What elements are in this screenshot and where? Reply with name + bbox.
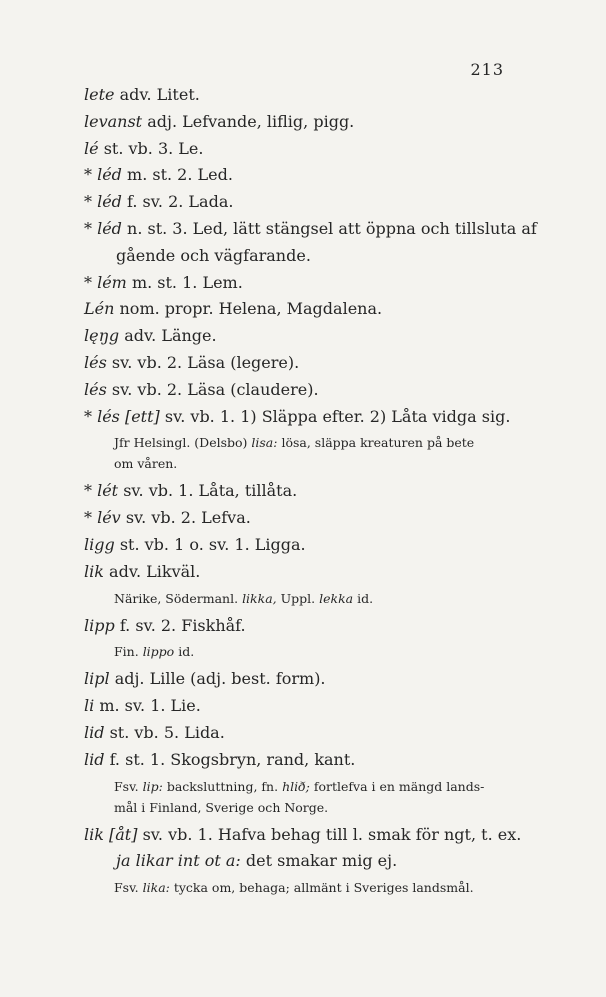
definition: adv. Likväl. xyxy=(109,561,201,581)
definition: adv. Länge. xyxy=(124,326,217,346)
entry-led-n xyxy=(84,216,546,243)
note-text: Jfr Helsingl. (Delsbo) xyxy=(114,435,248,451)
entry-lid-f xyxy=(84,747,546,774)
definition: m. st. 1. Lem. xyxy=(131,272,243,292)
definition: n. st. 3. Led, lätt stängsel att öppna och tillsluta af xyxy=(127,218,537,238)
headword: Lén xyxy=(84,299,115,319)
definition: f. sv. 2. Fiskhåf. xyxy=(119,615,246,635)
note-cited-form: lip: xyxy=(142,778,163,794)
note-cited-form: lisa: xyxy=(251,435,278,451)
note-text: lösa, släppa kreaturen på bete xyxy=(281,435,475,451)
headword: * lév xyxy=(84,508,121,528)
headword: lik [åt] xyxy=(84,824,138,844)
note-text: mål i Finland, Sverige och Norge. xyxy=(114,799,329,815)
headword: lipp xyxy=(84,615,115,635)
definition: sv. vb. 1. 1) Släppa efter. 2) Låta vidga sig. xyxy=(164,406,511,426)
entry-li xyxy=(84,693,546,720)
headword: levanst xyxy=(84,111,143,131)
definition: st. vb. 5. Lida. xyxy=(109,722,225,742)
entry-lid-vb xyxy=(84,720,546,747)
entry-example xyxy=(84,848,546,875)
note-text: id. xyxy=(178,644,195,660)
definition: sv. vb. 2. Lefva. xyxy=(125,508,251,528)
headword: lęŋg xyxy=(84,326,120,346)
definition: adj. Lefvande, liflig, pigg. xyxy=(147,111,355,131)
note-text: fortlefva i en mängd lands- xyxy=(313,778,485,794)
note-cited-form: hlið; xyxy=(282,778,310,794)
headword: * lém xyxy=(84,272,127,292)
note-text: tycka om, behaga; allmänt i Sveriges landsmål. xyxy=(173,880,474,896)
note-cited-form: likka, xyxy=(242,590,277,606)
entry-le xyxy=(84,136,546,163)
note-text: Fin. xyxy=(114,644,139,660)
entry-levanst xyxy=(84,109,546,136)
etymology-note xyxy=(84,432,546,474)
page-number: 213 xyxy=(470,60,504,79)
note-text: Närike, Södermanl. xyxy=(114,590,239,606)
entry-led-m xyxy=(84,162,546,189)
entry-les-ett xyxy=(84,404,546,431)
definition: st. vb. 1 o. sv. 1. Ligga. xyxy=(119,534,306,554)
headword: lés xyxy=(84,379,107,399)
headword: lés xyxy=(84,352,107,372)
entry-continuation: gående och vägfarande. xyxy=(116,245,311,265)
entry-les-legere xyxy=(84,350,546,377)
note-cited-form: lippo xyxy=(142,644,175,660)
note-text: om våren. xyxy=(114,456,178,472)
headword: lid xyxy=(84,722,105,742)
definition: nom. propr. Helena, Magdalena. xyxy=(119,299,383,319)
entry-lete xyxy=(84,82,546,109)
entry-lipp xyxy=(84,613,546,640)
entry-lik-at xyxy=(84,822,546,849)
definition: f. sv. 2. Lada. xyxy=(127,192,234,212)
note-text: Fsv. xyxy=(114,778,139,794)
definition: m. st. 2. Led. xyxy=(127,165,233,185)
definition: sv. vb. 1. Hafva behag till l. smak för ngt, t. ex. xyxy=(142,824,522,844)
headword: lik xyxy=(84,561,104,581)
entry-lik xyxy=(84,559,546,586)
definition: f. st. 1. Skogsbryn, rand, kant. xyxy=(109,749,356,769)
note-text: Fsv. xyxy=(114,880,139,896)
note-cited-form: lekka xyxy=(319,590,354,606)
definition: adj. Lille (adj. best. form). xyxy=(114,669,326,689)
headword: li xyxy=(84,696,95,716)
headword: * lét xyxy=(84,481,119,501)
headword: lé xyxy=(84,138,99,158)
note-text: backsluttning, fn. xyxy=(166,778,279,794)
definition: adv. Litet. xyxy=(119,85,200,104)
entry-les-claudere xyxy=(84,377,546,404)
definition: m. sv. 1. Lie. xyxy=(99,696,201,716)
etymology-note xyxy=(84,588,546,609)
dictionary-entries xyxy=(84,82,546,902)
entry-led-f xyxy=(84,189,546,216)
headword: * léd xyxy=(84,192,122,212)
entry-let xyxy=(84,478,546,505)
definition: sv. vb. 2. Läsa (legere). xyxy=(111,352,300,372)
note-text: Uppl. xyxy=(280,590,316,606)
entry-leng xyxy=(84,323,546,350)
headword: ligg xyxy=(84,534,115,554)
etymology-note xyxy=(84,877,546,898)
headword: * léd xyxy=(84,218,122,238)
headword: lid xyxy=(84,749,105,769)
etymology-note xyxy=(84,776,546,818)
entry-lipl xyxy=(84,666,546,693)
example-translation: det smakar mig ej. xyxy=(245,851,398,871)
headword: lete xyxy=(84,85,115,104)
entry-lem xyxy=(84,270,546,297)
entry-ligg xyxy=(84,532,546,559)
headword: * léd xyxy=(84,165,122,185)
definition: sv. vb. 1. Låta, tillåta. xyxy=(123,481,298,501)
example-phrase: ja likar int ot a: xyxy=(116,851,241,871)
entry-len xyxy=(84,296,546,323)
headword: lipl xyxy=(84,669,110,689)
note-cited-form: lika: xyxy=(142,880,170,896)
note-text: id. xyxy=(357,590,374,606)
etymology-note xyxy=(84,641,546,662)
entry-lev xyxy=(84,505,546,532)
definition: sv. vb. 2. Läsa (claudere). xyxy=(111,379,319,399)
definition: st. vb. 3. Le. xyxy=(103,138,204,158)
headword: * lés [ett] xyxy=(84,406,160,426)
